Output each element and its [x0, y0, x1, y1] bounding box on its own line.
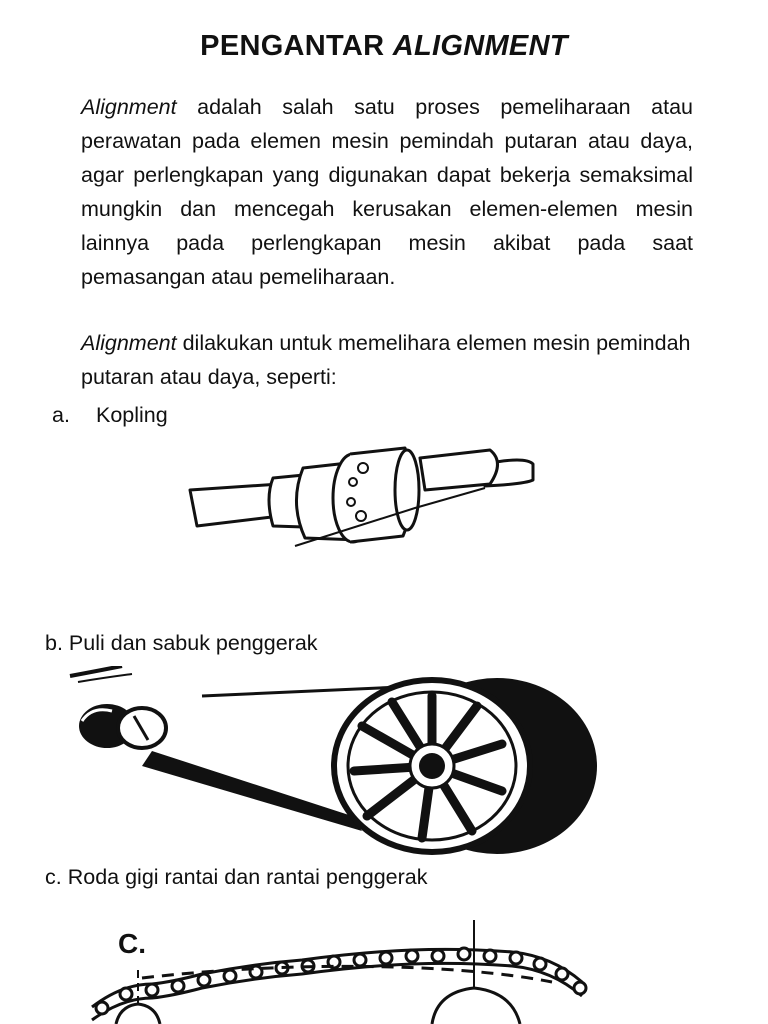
list-item-roda-gigi [45, 862, 428, 892]
list-marker: c. [45, 865, 62, 889]
list-item-puli [45, 628, 318, 658]
title-text: PENGANTAR [200, 30, 393, 62]
list-marker: b. [45, 631, 63, 655]
intro-term: Alignment [81, 95, 177, 119]
coupling-illustration [185, 428, 540, 548]
list-label: Kopling [96, 403, 168, 427]
purpose-term: Alignment [81, 331, 177, 355]
sprocket-chain-illustration [82, 912, 602, 1024]
intro-paragraph [81, 90, 693, 294]
list-marker: a. [52, 403, 70, 427]
page-title [0, 30, 768, 63]
list-item-kopling [52, 400, 168, 430]
purpose-paragraph [81, 326, 693, 394]
list-label: Roda gigi rantai dan rantai penggerak [67, 865, 428, 889]
title-italic-text: ALIGNMENT [392, 30, 568, 62]
figure-c-label: C. [118, 928, 146, 959]
pulley-belt-illustration [62, 666, 607, 856]
intro-text: adalah salah satu proses pemeliharaan atau perawatan pada elemen mesin pemindah putaran atau daya, agar perlengkapan yang digunakan dapat bekerja semaksimal mungkin dan mencegah kerusakan elemen-elemen mesin lainnya pada perlengkapan mesin akibat pada saat pemasangan atau pemeliharaan. [81, 95, 693, 289]
purpose-text: dilakukan untuk memelihara elemen mesin pemindah putaran atau daya, seperti: [81, 331, 691, 389]
list-label: Puli dan sabuk penggerak [68, 631, 318, 655]
